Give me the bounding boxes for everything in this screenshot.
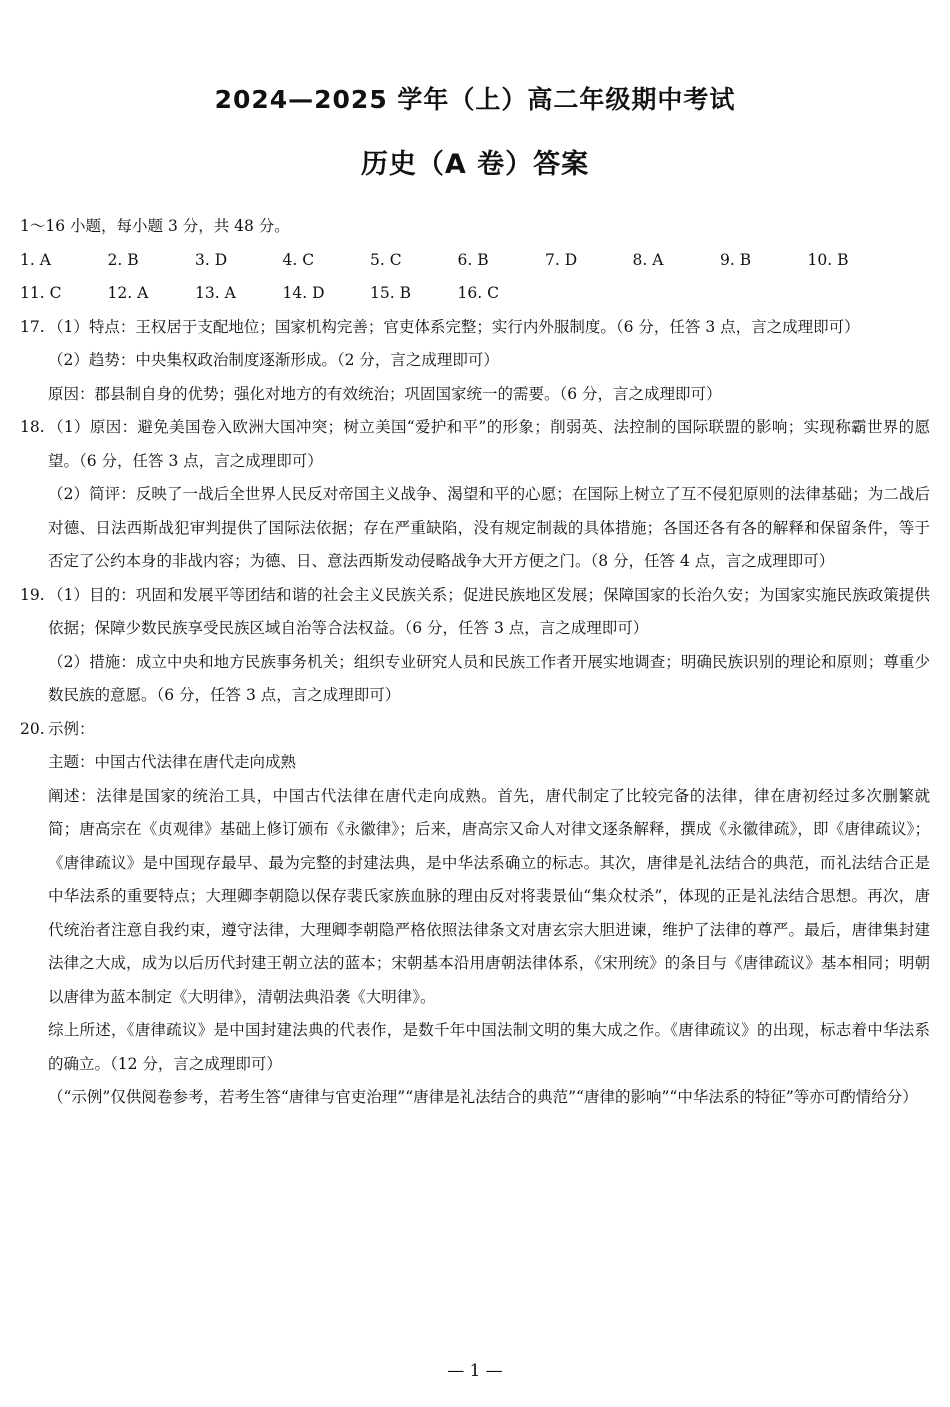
question-number: 20.	[20, 719, 45, 738]
question-number: 19.	[20, 585, 45, 604]
mc-answer: 7. D	[545, 250, 578, 269]
mc-answer-row-1	[20, 244, 930, 278]
q20-label: 示例：	[48, 719, 95, 738]
q20-body: 阐述：法律是国家的统治工具，中国古代法律在唐代走向成熟。首先，唐代制定了比较完备的法律，律在唐初经过多次删繁就简；唐高宗在《贞观律》基础上修订颁布《永徽律》；后来，唐高宗又命人对律文逐条解释，撰成《永徽律疏》，即《唐律疏议》；《唐律疏议》是中国现存最早、最为完整的封建法典，是中华法系确立的标志。其次，唐律是礼法结合的典范，而礼法结合正是中华法系的重要特点；大理卿李朝隐以保存裴氏家族血脉的理由反对将裴景仙“集众杖杀”，体现的正是礼法结合思想。再次，唐代统治者注意自我约束，遵守法律，大理卿李朝隐严格依照法律条文对唐玄宗大胆进谏，维护了法律的尊严。最后，唐律集封建法律之大成，成为以后历代封建王朝立法的蓝本；宋朝基本沿用唐朝法律体系，《宋刑统》的条目与《唐律疏议》基本相同；明朝以唐律为蓝本制定《大明律》，清朝法典沿袭《大明律》。	[48, 786, 930, 1006]
exam-title: 2024—2025 学年（上）高二年级期中考试	[214, 85, 736, 114]
question-20	[20, 713, 930, 1115]
answer-content	[20, 210, 930, 1115]
mc-answer: 15. B	[370, 284, 411, 302]
q17-part2: （2）趋势：中央集权政治制度逐渐形成。（2 分，言之成理即可）	[48, 351, 499, 369]
mc-answer: 3. D	[195, 250, 228, 269]
q19-part2: （2）措施：成立中央和地方民族事务机关；组织专业研究人员和民族工作者开展实地调查；明确民族识别的理论和原则；尊重少数民族的意愿。（6 分，任答 3 点，言之成理即可）	[48, 652, 930, 704]
mc-answer: 10. B	[807, 250, 849, 269]
mc-answer-row-2	[20, 277, 930, 311]
mc-answer: 13. A	[195, 284, 236, 302]
q20-theme: 主题：中国古代法律在唐代走向成熟	[48, 753, 297, 771]
mc-answer: 11. C	[20, 284, 62, 302]
mc-answer: 1. A	[20, 250, 51, 269]
mc-answer: 5. C	[370, 250, 402, 269]
q18-part2: （2）简评：反映了一战后全世界人民反对帝国主义战争、渴望和平的心愿；在国际上树立了互不侵犯原则的法律基础；为二战后对德、日法西斯战犯审判提供了国际法依据；存在严重缺陷，没有规定制裁的具体措施；各国还各有各的解释和保留条件，等于否定了公约本身的非战内容；为德、日、意法西斯发动侵略战争大开方便之门。（8 分，任答 4 点，言之成理即可）	[48, 485, 930, 570]
mc-answer: 9. B	[720, 250, 752, 269]
mc-answer: 4. C	[282, 250, 315, 269]
q18-part1: （1）原因：避免美国卷入欧洲大国冲突；树立美国“爱护和平”的形象；削弱英、法控制的国际联盟的影响；实现称霸世界的愿望。（6 分，任答 3 点，言之成理即可）	[48, 418, 930, 470]
q17-part1: （1）特点：王权居于支配地位；国家机构完善；官吏体系完整；实行内外服制度。（6 分，任答 3 点，言之成理即可）	[48, 317, 860, 336]
section-intro: 1～16 小题，每小题 3 分，共 48 分。	[20, 217, 290, 235]
page-number: — 1 —	[447, 1361, 503, 1381]
question-17	[20, 311, 930, 412]
question-18	[20, 411, 930, 579]
mc-answer: 12. A	[107, 284, 149, 302]
q19-part1: （1）目的：巩固和发展平等团结和谐的社会主义民族关系；促进民族地区发展；保障国家的长治久安；为国家实施民族政策提供依据；保障少数民族享受民族区域自治等合法权益。（6 分，任答 3 点，言之成理即可）	[48, 585, 930, 637]
mc-answer: 2. B	[107, 250, 139, 269]
q20-conclusion: 综上所述，《唐律疏议》是中国封建法典的代表作，是数千年中国法制文明的集大成之作。《唐律疏议》的出现，标志着中华法系的确立。（12 分，言之成理即可）	[48, 1021, 930, 1073]
mc-answer: 6. B	[457, 250, 489, 269]
question-19	[20, 579, 930, 713]
mc-answer: 16. C	[457, 284, 499, 302]
mc-answer: 14. D	[282, 284, 325, 302]
q20-grading-note: （“示例”仅供阅卷参考，若考生答“唐律与官吏治理”“唐律是礼法结合的典范”“唐律的影响”“中华法系的特征”等亦可酌情给分）	[48, 1088, 918, 1106]
exam-subtitle: 历史（A 卷）答案	[360, 149, 590, 180]
q17-reason: 原因：郡县制自身的优势；强化对地方的有效统治；巩固国家统一的需要。（6 分，言之成理即可）	[48, 384, 722, 403]
question-number: 17.	[20, 317, 45, 336]
question-number: 18.	[20, 418, 45, 436]
mc-answer: 8. A	[632, 250, 664, 269]
